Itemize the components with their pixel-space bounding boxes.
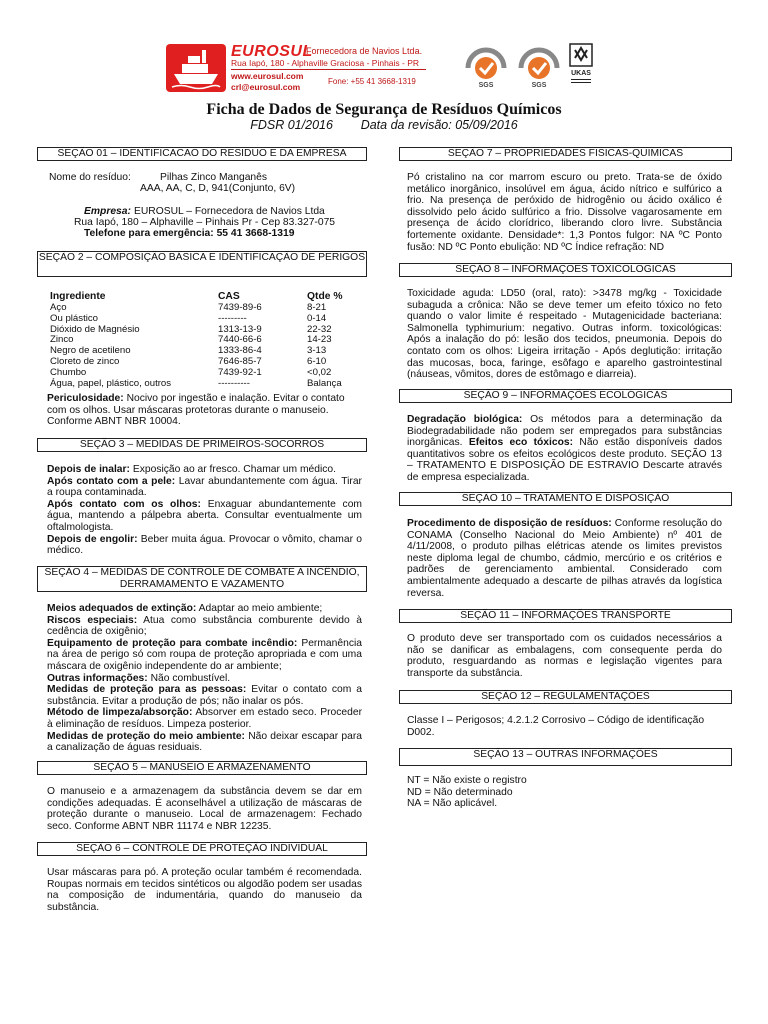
table-header-row	[50, 291, 342, 303]
company-label: Empresa:	[84, 206, 131, 217]
disposal-body: Conforme resolução do CONAMA (Conselho Nacional do Meio Ambiente) nº 401 de 4/11/2008, o produto pilhas elétricas atende os limites previstos neste diploma legal de chumbo, cádmio, mercúrio e os critérios e padrões de gerenciamento ambiental. Considerado com ambientalmente adequado a descarte de pilhas através da logística reversa.	[407, 518, 722, 599]
qty-cell: <0,02	[307, 366, 332, 378]
ecology-text	[407, 414, 722, 484]
ingredient-cell: Aço	[50, 302, 67, 313]
header-divider	[231, 69, 426, 70]
physchem-text: Pó cristalino na cor marrom escuro ou preto. Trata-se de óxido metálico inorgânico, insolúvel em água, ácido nítrico e sulfúrico a frio. Na presença de peróxido de hidrogênio ou ácido oxálico é dissolvido pelo ácido sulfúrico a frio. Dissolve vagarosamente em presença de ácido clorídrico, liberando cloro livre. Substância fortemente oxidante. Densidade*: 1,3 Pontos fulgor: NA ºC Ponto fusão: ND ºC Ponto ebulição: ND ºC Índice refração: ND	[407, 172, 722, 253]
residue-name-label: Nome do resíduo:	[49, 172, 131, 183]
ecology-body: Os métodos para a determinação da Biodegradabilidade não podem ser empregados para substâncias inorgânicas.	[407, 414, 722, 449]
qty-cell: Balança	[307, 377, 342, 389]
fire-label: Medidas de proteção para as pessoas:	[47, 684, 247, 696]
abbr-na: NA = Não aplicável.	[407, 798, 498, 810]
ukas-cert-icon	[566, 42, 596, 93]
email-link[interactable]: crl@eurosul.com	[231, 82, 301, 92]
document-title: Ficha de Dados de Segurança de Resíduos Químicos	[206, 101, 562, 118]
eyes-text: Enxaguar abundantemente com água, mantendo a pálpebra aberta. Consultar eventualmente um oftalmologista.	[47, 498, 362, 533]
ship-logo-icon	[166, 44, 226, 92]
cas-cell: 1313-13-9	[218, 323, 262, 335]
fire-text: Não combustível.	[150, 672, 231, 684]
cas-cell: 7439-92-1	[218, 366, 262, 378]
section-7-header: SEÇÃO 7 – PROPRIEDADES FISICAS-QUIMICAS	[399, 147, 732, 161]
col-qty: Qtde %	[307, 291, 343, 302]
section-13-header: SEÇÃO 13 – OUTRAS INFORMAÇÕES	[399, 748, 732, 766]
section-9-header: SEÇÃO 9 – INFORMAÇÕES ECOLÓGICAS	[399, 389, 732, 403]
ecology-label: Degradação biológica:	[407, 414, 523, 425]
fire-label: Equipamento de proteção para combate incêndio:	[47, 637, 298, 649]
company-value: EUROSUL – Fornecedora de Navios Ltda	[134, 206, 325, 217]
ingredient-cell: Ou plástico	[50, 312, 98, 324]
section-11-header: SEÇÃO 11 – INFORMAÇÕES TRANSPORTE	[399, 609, 732, 623]
ingredients-table	[50, 291, 342, 389]
table-row	[50, 357, 342, 368]
phone-number: Fone: +55 41 3668-1319	[328, 77, 416, 86]
table-row	[50, 314, 342, 325]
sgs-cert-icon	[515, 42, 563, 93]
ecology-body: Não estão disponíveis dados quantitativos sobre os efeitos ecológicos deste produto. SEÇÃO 13 – TRATAMENTO E DISPOSIÇÃO DE ESTRAVIO Descarte através de empresa especializada.	[407, 437, 722, 483]
qty-cell: 22-32	[307, 323, 332, 335]
fire-text: Evitar o contato com a substância. Evitar a produção de pós; não inalar os pós.	[47, 684, 362, 707]
section-4-header: SEÇÃO 4 – MEDIDAS DE CONTROLE DE COMBATE A INCÊNDIO, DERRAMAMENTO E VAZAMENTO	[37, 566, 367, 592]
document-subtitle: FDSR 01/2016 Data da revisão: 05/09/2016	[250, 118, 518, 132]
section-5-header: SEÇÃO 5 – MANUSEIO E ARMAZENAMENTO	[37, 761, 367, 775]
eyes-label: Após contato com os olhos:	[47, 498, 201, 510]
inhale-text: Exposição ao ar fresco. Chamar um médico.	[132, 464, 337, 475]
brand-name: EUROSUL	[231, 43, 313, 60]
fire-label: Medidas de proteção do meio ambiente:	[47, 730, 245, 742]
residue-name-value: Pilhas Zinco Manganês	[160, 172, 268, 183]
regulations-text: Classe I – Perigosos; 4.2.1.2 Corrosivo – Código de identificação D002.	[407, 715, 705, 738]
col-cas: CAS	[218, 291, 240, 302]
svg-text:SGS: SGS	[478, 82, 494, 88]
skin-text: Lavar abundantemente com água. Tirar a roupa contaminada.	[47, 475, 362, 499]
col-ingredient: Ingrediente	[50, 291, 106, 302]
abbr-nt: NT = Não existe o registro	[407, 775, 527, 786]
fire-measures-text	[47, 603, 362, 754]
ingredient-cell: Zinco	[50, 334, 74, 346]
fire-label: Método de limpeza/absorção:	[47, 707, 193, 719]
qty-cell: 8-21	[307, 302, 327, 313]
cas-cell: ----------	[218, 377, 250, 389]
first-aid-text	[47, 464, 362, 557]
ingredient-cell: Negro de acetileno	[50, 345, 131, 357]
ingredient-cell: Cloreto de zinco	[50, 355, 120, 367]
fire-label: Riscos especiais:	[47, 614, 138, 626]
company-address: Rua Iapó, 180 - Alphaville Graciosa - Pinhais - PR	[231, 58, 420, 68]
swallow-label: Depois de engolir:	[47, 533, 138, 545]
fire-text: Atua como substância comburente devido à cedência de oxigênio;	[47, 614, 362, 638]
svg-text:UKAS: UKAS	[571, 70, 591, 77]
residue-name-models: AAA, AA, C, D, 941(Conjunto, 6V)	[140, 183, 296, 194]
table-row	[50, 379, 342, 390]
section-2-header: SEÇÃO 2 – COMPOSIÇÃO BÁSICA E IDENTIFICAÇÃO DE PERIGOS	[37, 251, 367, 277]
abbreviations-list	[407, 775, 527, 810]
fire-label: Meios adequados de extinção:	[47, 603, 197, 614]
disposal-text	[407, 518, 722, 599]
fire-text: Absorver em estado seco. Proceder à eliminação de resíduos. Limpeza posterior.	[47, 707, 362, 730]
contact-links	[231, 71, 303, 93]
disposal-label: Procedimento de disposição de resíduos:	[407, 518, 612, 529]
cas-cell: 7440-66-6	[218, 334, 262, 346]
ingredient-cell: Dióxido de Magnésio	[50, 323, 140, 335]
abbr-nd: ND = Não determinado	[407, 786, 513, 798]
website-link[interactable]: www.eurosul.com	[231, 71, 304, 81]
ecology-label: Efeitos eco tóxicos:	[468, 437, 574, 449]
swallow-text: Beber muita água. Provocar o vômito, chamar o médico.	[47, 533, 362, 557]
table-row	[50, 368, 342, 379]
section-3-header: SEÇÃO 3 – MEDIDAS DE PRIMEIROS-SOCORROS	[37, 438, 367, 452]
qty-cell: 3-13	[307, 345, 327, 357]
qty-cell: 0-14	[307, 312, 327, 324]
cas-cell: ---------	[218, 312, 247, 324]
svg-text:SGS: SGS	[531, 82, 547, 88]
company-address-line: Rua Iapó, 180 – Alphaville – Pinhais Pr - Cep 83.327-075	[74, 217, 336, 228]
inhale-label: Depois de inalar:	[47, 464, 130, 475]
section-10-header: SEÇÃO 10 – TRATAMENTO E DISPOSIÇÃO	[399, 492, 732, 506]
section-6-header: SEÇÃO 6 – CONTROLE DE PROTEÇÃO INDIVIDUAL	[37, 842, 367, 856]
fire-text: Adaptar ao meio ambiente;	[198, 603, 323, 614]
ingredient-cell: Água, papel, plástico, outros	[50, 377, 172, 389]
ppe-text: Usar máscaras para pó. A proteção ocular também é recomendada. Roupas normais em tecidos sintéticos ou algodão podem ser usadas na composição de indumentária, quando do manuseio da substância.	[47, 867, 362, 913]
danger-text: Nocivo por ingestão e inalação. Evitar o contato com os olhos. Usar máscaras protetoras durante o manuseio. Conforme ABNT NBR 10004.	[47, 393, 345, 428]
ingredient-cell: Chumbo	[50, 366, 87, 378]
qty-cell: 6-10	[307, 355, 327, 367]
table-row	[50, 325, 342, 336]
cas-cell: 7439-89-6	[218, 302, 262, 313]
transport-text: O produto deve ser transportado com os cuidados necessários a não se danificar as embalagens, com consequente perda do produto, resguardando as normas e legislação vigentes para transporte da substância.	[407, 633, 722, 679]
fire-text: Não deixar escapar para a canalização de águas residuais.	[47, 730, 362, 754]
handling-text: O manuseio e a armazenagem da substância devem se dar em condições adequadas. É aconselhável a utilização de máscaras de proteção durante o manuseio. Local de armazenagem: Fechado seco. Conforme ABNT NBR 11174 e NBR 12235.	[47, 786, 362, 832]
sgs-cert-icon	[462, 42, 510, 93]
skin-label: Após contato com a pele:	[47, 475, 176, 487]
cas-cell: 1333-86-4	[218, 345, 262, 357]
section-8-header: SEÇÃO 8 – INFORMAÇOES TOXICOLOGICAS	[399, 263, 732, 277]
fire-label: Outras informações:	[47, 672, 148, 684]
section-12-header: SEÇÃO 12 – REGULAMENTAÇÕES	[399, 690, 732, 704]
brand-subtitle: Fornecedora de Navios Ltda.	[306, 46, 423, 56]
danger-paragraph	[47, 393, 359, 428]
fire-text: Permanência na área de perigo só com roupa de proteção apropriada e com uma máscara de oxigênio independente do ar ambiente;	[47, 637, 362, 672]
toxicology-text: Toxicidade aguda: LD50 (oral, rato): >3478 mg/kg - Toxicidade subaguda a crônica: Não se deve temer um efeito tóxico no feto quando o valor limite é respeitado - Mutagenicidade bacteriana: Salmonella typhimurium: negativo. Outras inform. toxicológicas: Após a inalação do pó: lesão dos tecidos, pneumonia. Depois do contato com os olhos: Ligeira irritação - Após deglutição: irritação das mucosas, boca, faringe, esôfago e aparelho gastrointestinal (náuseas, vômitos, dores de estômago e diarreia).	[407, 288, 722, 381]
qty-cell: 14-23	[307, 334, 332, 346]
danger-label: Periculosidade:	[47, 393, 124, 404]
emergency-phone: Telefone para emergência: 55 41 3668-1319	[84, 228, 295, 239]
cas-cell: 7646-85-7	[218, 355, 262, 367]
section-1-header: SEÇÃO 01 – IDENTIFICACAO DO RESIDUO E DA EMPRESA	[37, 147, 367, 161]
